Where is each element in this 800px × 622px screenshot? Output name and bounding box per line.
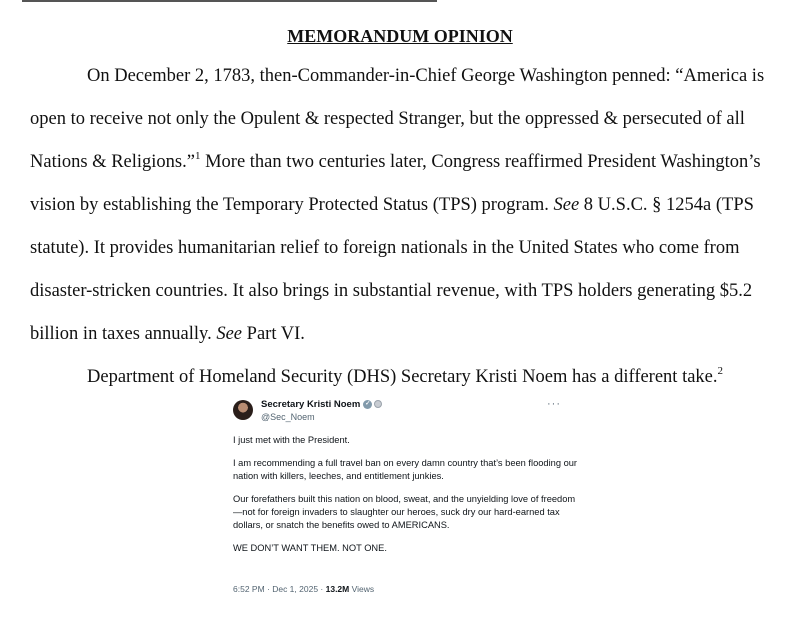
tweet-author: [261, 399, 382, 410]
footnote-2[interactable]: 2: [717, 365, 724, 377]
see-signal-2: See: [216, 324, 243, 344]
avatar[interactable]: [233, 400, 253, 420]
tweet-views-label: Views: [349, 584, 375, 594]
more-options-icon[interactable]: ···: [547, 398, 561, 410]
verified-check-icon: ✓: [365, 400, 371, 407]
tweet-meta: [233, 584, 374, 594]
tweet-line: I am recommending a full travel ban on every damn country that’s been flooding our nation with killers, leeches, and entitlement junkies.: [233, 458, 578, 481]
tweet-line: WE DON’T WANT THEM. NOT ONE.: [233, 543, 387, 553]
opening-paragraph: [30, 55, 790, 356]
tweet-timestamp[interactable]: 6:52 PM · Dec 1, 2025 ·: [233, 584, 326, 594]
tweet-line: Our forefathers built this nation on blood, sweat, and the unyielding love of freedom—not for foreign invaders to slaughter our heroes, suck dry our hard-earned tax dollars, or snatch the benefits owed to AMERICANS.: [233, 494, 576, 530]
footnote-1[interactable]: 1: [194, 150, 201, 162]
tweet-handle[interactable]: @Sec_Noem: [261, 412, 315, 422]
government-seal-icon: [374, 400, 382, 408]
document-title: MEMORANDUM OPINION: [287, 26, 513, 46]
tweet-view-count: 13.2M: [325, 584, 350, 594]
tweet-line: I just met with the President.: [233, 435, 350, 445]
see-signal-1: See: [553, 195, 580, 215]
para1-sentence-2: More than two centuries later, Congress reaffirmed President Washington’s vision by establishing the Temporary Protected Status (TPS) program.: [30, 152, 761, 215]
tweet-author-name[interactable]: Secretary Kristi Noem: [261, 399, 361, 410]
para1-sentence-3: 8 U.S.C. § 1254a (TPS statute). It provides humanitarian relief to foreign nationals in the United States who come from disaster-stricken countries. It also brings in substantial revenue, with TPS holders generating $5.2 billion in taxes annually.: [30, 195, 754, 344]
para1-sentence-1: On December 2, 1783, then-Commander-in-Chief George Washington penned: “America is open to receive not only the Opulent & respected Stranger, but the oppressed & persecuted of all Nations & Religions.”: [30, 66, 765, 172]
para1-sentence-4: Part VI.: [242, 324, 305, 344]
embedded-tweet: [221, 392, 591, 612]
tweet-body: [233, 434, 583, 565]
top-rule: [22, 0, 437, 2]
para2-text: Department of Homeland Security (DHS) Secretary Kristi Noem has a different take.: [87, 367, 718, 387]
